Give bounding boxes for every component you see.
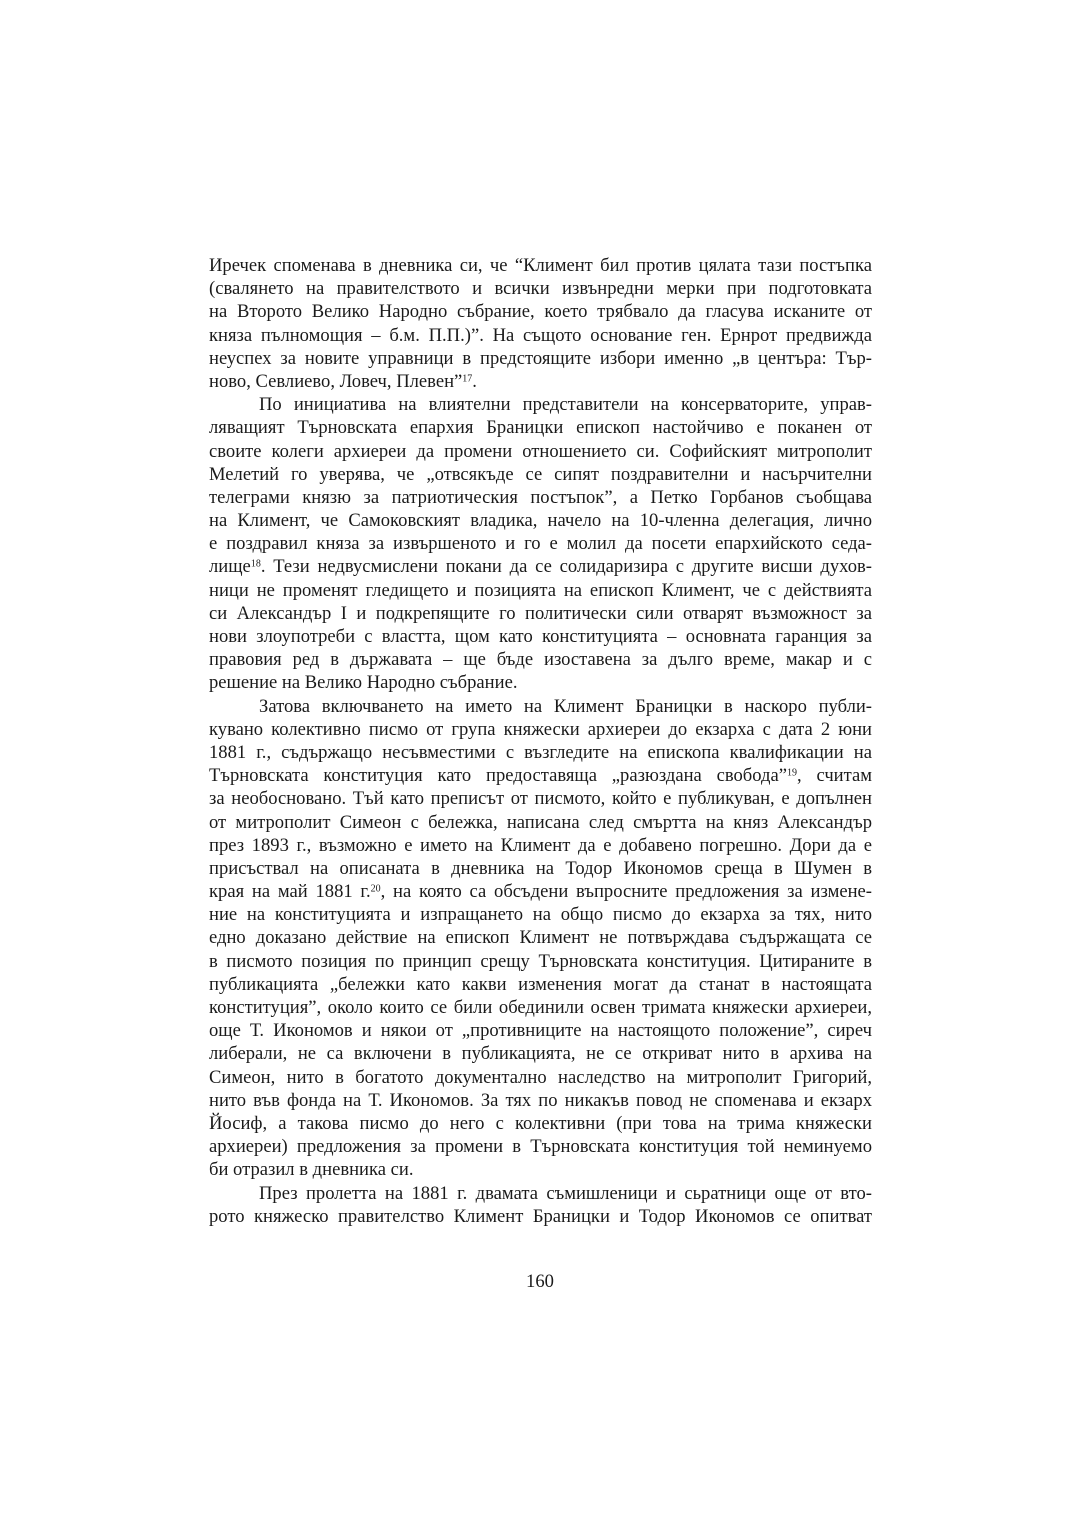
- text-line: на Климент, че Самоковският владика, начело на 10-членна делегация, лично: [209, 510, 872, 532]
- paragraph-4: [209, 1182, 872, 1228]
- footnote-ref-18: 18: [250, 558, 261, 570]
- text-line: През пролетта на 1881 г. двамата съмишленици и сьратници още от вто-: [259, 1182, 872, 1204]
- text-line: Симеон, нито в богатото документално наследство на митрополит Григорий,: [209, 1066, 872, 1088]
- text-line: от митрополит Симеон с бележка, написана след смъртта на княз Александър: [209, 811, 872, 833]
- text-line: правовия ред в държавата – ще бъде изоставена за дълго време, макар и с: [209, 649, 872, 671]
- text-line: Иречек споменава в дневника си, че “Климент бил против цялата тази постъпка: [209, 255, 872, 276]
- text-line: в писмото позиция по принцип срещу Търновската конституция. Цитираните в: [209, 950, 872, 972]
- text-line: ници не променят гледището и позицията на епископ Климент, че с действията: [209, 579, 872, 601]
- text-line: телеграми князю за патриотическия постъпок”, а Петко Горбанов съобщава: [209, 486, 872, 508]
- body-text: [209, 254, 872, 1228]
- text-line: архиереи) предложения за промени в Търновската конституция той неминуемо: [209, 1136, 872, 1158]
- text-line: на Второто Велико Народно събрание, което трябвало да гласува исканите от: [209, 301, 872, 323]
- text-line: Търновската конституция като предоставяща „разюздана свобода”$^{19}$, считам: [209, 765, 872, 787]
- text-line: лище$^{18}$. Тези недвусмислени покани да се солидаризира с другите висши духов-: [209, 556, 872, 578]
- text-line: си Александър I и подкрепящите го политически сили отварят възможност за: [209, 602, 872, 624]
- text-line: едно доказано действие на епископ Климент не потвърждава съдържащата се: [209, 927, 872, 949]
- text-line: края на май 1881 г.$^{20}$, на която са обсъдени въпросните предложения за измене-: [209, 881, 872, 903]
- text-line: още Т. Икономов и някои от „противниците на настоящото положение”, сиреч: [209, 1020, 872, 1042]
- text-line: княза пълномощия – б.м. П.П.)”. На същото основание ген. Ернрот предвижда: [209, 324, 872, 346]
- text-line: По инициатива на влиятелни представители на консерваторите, управ-: [259, 394, 872, 416]
- text-line: либерали, не са включени в публикацията, не се откриват нито в архива на: [209, 1043, 872, 1065]
- text-line: Йосиф, а такова писмо до него с колективни (при това на трима княжески: [209, 1112, 872, 1134]
- text-line: неуспех за новите управници в предстоящите избори именно „в центъра: Тър-: [209, 347, 872, 369]
- text-line: нито във фонда на Т. Икономов. За тях по никакъв повод не споменава и екзарх: [209, 1089, 872, 1111]
- footnote-ref-19: 19: [786, 767, 797, 779]
- text-line: е поздравил княза за извършеното и го е молил да посети епархийското седа-: [209, 533, 872, 555]
- text-line: присъствал на описаната в дневника на Тодор Икономов среща в Шумен в: [209, 857, 872, 879]
- text-line: Мелетий го уверява, че „отвсякъде се сипят поздравителни и насърчителни: [209, 463, 872, 485]
- text-line: ние на конституцията и изпращането на общо писмо до екзарха за тях, нито: [209, 904, 872, 926]
- paragraph-1: [209, 254, 872, 393]
- text-line: би отразил в дневника си.: [209, 1159, 414, 1181]
- text-line: кувано колективно писмо от група княжески архиереи до екзарха с дата 2 юни: [209, 718, 872, 740]
- text-line: ново, Севлиево, Ловеч, Плевен”$^{17}$.: [209, 370, 477, 392]
- footnote-ref-20: 20: [370, 883, 381, 895]
- footnote-ref-17: 17: [462, 373, 473, 385]
- text-line: решение на Велико Народно събрание.: [209, 672, 518, 694]
- text-line: рото княжеско правителство Климент Браницки и Тодор Икономов се опитват: [209, 1205, 872, 1227]
- paragraph-2: [209, 393, 872, 694]
- text-line: за необосновано. Тъй като преписът от писмото, който е публикуван, е допълнен: [209, 788, 872, 810]
- text-line: конституция”, около които се били обединили освен тримата княжески архиереи,: [209, 997, 872, 1018]
- paragraph-3: [209, 695, 872, 1182]
- text-line: нови злоупотреби с властта, щом като конституцията – основната гаранция за: [209, 626, 872, 647]
- page-number: 160: [526, 1271, 554, 1292]
- text-line: ляващият Търновската епархия Браницки епископ настойчиво е поканен от: [209, 417, 872, 439]
- text-line: 1881 г., съдържащо несъвместими с възгледите на епископа квалификации на: [209, 741, 872, 763]
- text-line: (свалянето на правителството и всички извънредни мерки при подготовката: [209, 278, 872, 300]
- text-line: Затова включването на името на Климент Браницки в наскоро публи-: [259, 695, 872, 717]
- text-line: през 1893 г., възможно е името на Климент да е добавено погрешно. Дори да е: [209, 834, 872, 856]
- text-line: публикацията „бележки като какви изменения могат да станат в настоящата: [209, 973, 872, 995]
- text-line: своите колеги архиереи да промени отношението си. Софийският митрополит: [209, 440, 872, 462]
